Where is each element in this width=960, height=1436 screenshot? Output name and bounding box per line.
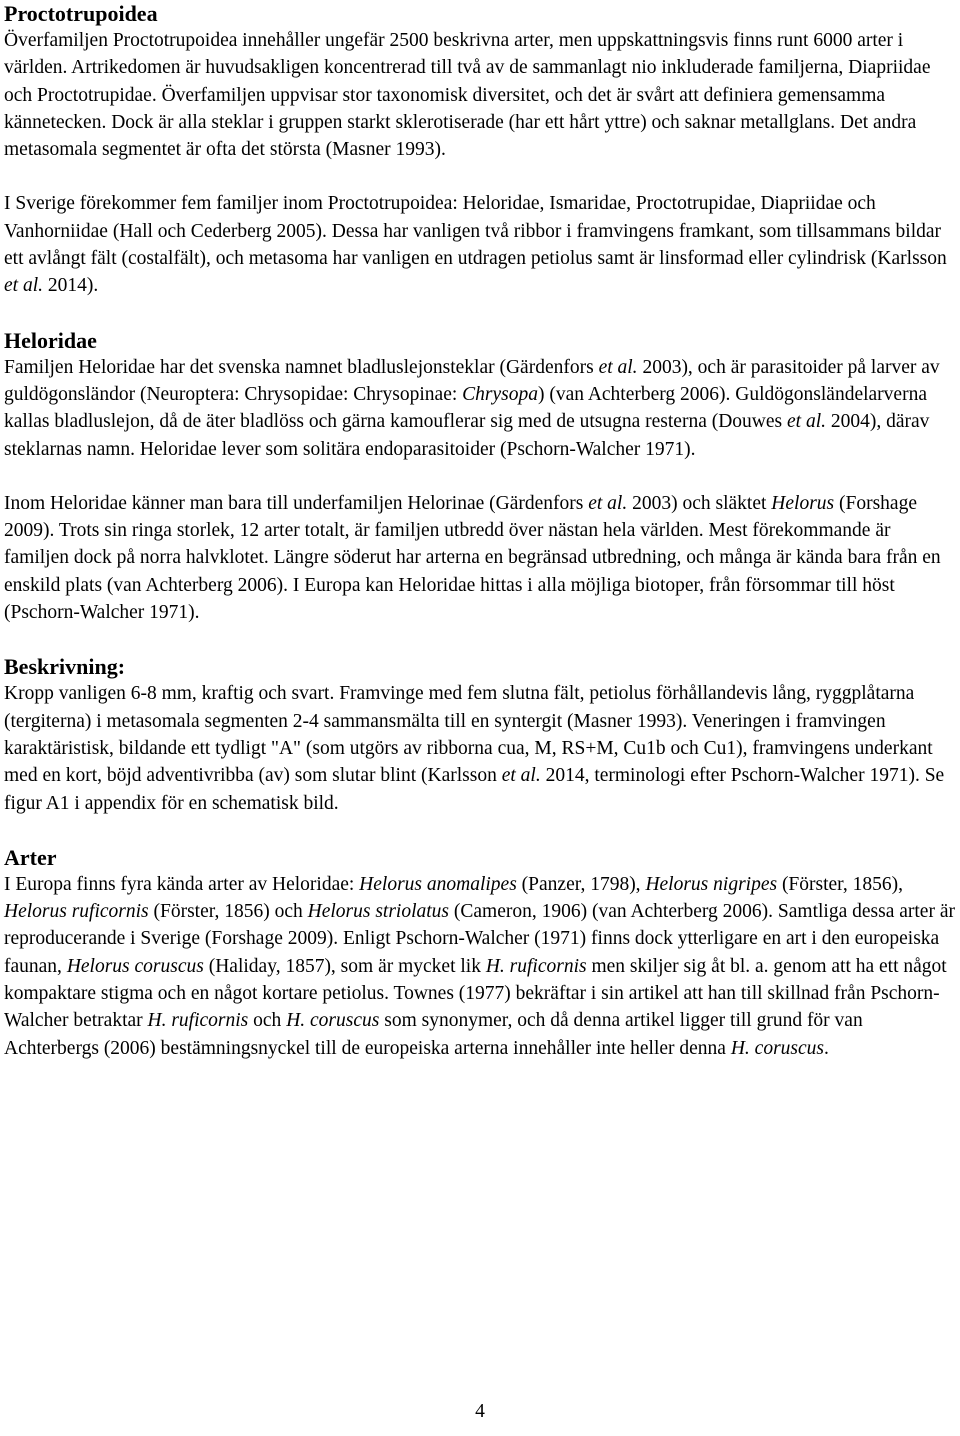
italic-term: et al. <box>787 411 826 433</box>
italic-term: et al. <box>588 492 628 514</box>
italic-term: Helorus <box>771 492 835 514</box>
italic-term: Helorus nigripes <box>645 873 778 895</box>
section-heading: Heloridae <box>4 327 97 353</box>
section-heading: Beskrivning: <box>4 654 126 680</box>
italic-term: Helorus coruscus <box>66 955 204 977</box>
document-body <box>4 0 956 1062</box>
paragraph: Överfamiljen Proctotrupoidea innehåller ungefär 2500 beskrivna arter, men uppskattningsvis finns runt 6000 arter i världen. Artrikedomen är huvudsakligen koncentrerad till två av de sammanlagt nio inkluderade familjerna, Diapriidae och Proctotrupidae. Överfamiljen uppvisar stor taxonomisk diversitet, och det är svårt att definiera gemensamma kännetecken. Dock är alla steklar i gruppen starkt sklerotiserade (har ett hårt yttre) och saknar metallglans. Det andra metasomala segmentet är ofta det största (Masner 1993). <box>4 30 931 161</box>
italic-term: Chrysopa <box>462 383 538 405</box>
paragraph: I Sverige förekommer fem familjer inom Proctotrupoidea: Heloridae, Ismaridae, Proctotrupidae, Diapriidae och Vanhorniidae (Hall och Cederberg 2005). Dessa har vanligen två ribbor i framvingens framkant, som tillsammans bildar ett avlångt fält (costalfält), och metasoma har vanligen en utdragen petiolus samt är linsformad eller cylindrisk (Karlsson et al. 2014). <box>4 193 947 297</box>
page-number: 4 <box>475 1401 485 1422</box>
italic-term: Helorus ruficornis <box>4 901 149 923</box>
section-heading: Proctotrupoidea <box>4 1 158 26</box>
italic-term: H. coruscus <box>286 1010 380 1032</box>
paragraph: Kropp vanligen 6-8 mm, kraftig och svart. Framvinge med fem slutna fält, petiolus förhållandevis lång, ryggplåtarna (tergiterna) i metasomala segmenten 2-4 sammansmälta till en syntergit (Masner 1993). Veneringen i framvingen karaktäristisk, bildande ett tydligt "A" (som utgörs av ribborna cua, M, RS+M, Cu1b och Cu1), framvingens underkant med en kort, böjd adventivribba (av) som slutar blint (Karlsson et al. 2014, terminologi efter Pschorn-Walcher 1971). Se figur A1 i appendix för en schematisk bild. <box>4 683 945 814</box>
italic-term: H. ruficornis <box>485 955 587 977</box>
section-heading: Arter <box>4 844 57 870</box>
italic-term: et al. <box>598 356 638 378</box>
italic-term: H. coruscus <box>730 1037 825 1059</box>
italic-term: et al. <box>4 275 43 297</box>
italic-term: H. ruficornis <box>147 1010 249 1032</box>
paragraph: Familjen Heloridae har det svenska namnet bladluslejonsteklar (Gärdenfors et al. 2003), och är parasitoider på larver av guldögonsländor (Neuroptera: Chrysopidae: Chrysopinae: Chrysopa) (van Achterberg 2006). Guldögonsländelarverna kallas bladluslejon, då de äter bladlöss och gärna kamouflerar sig med de utsugna resterna (Douwes et al. 2004), därav steklarnas namn. Heloridae lever som solitära endoparasitoider (Pschorn-Walcher 1971). <box>4 356 940 460</box>
italic-term: Helorus anomalipes <box>359 873 517 895</box>
italic-term: Helorus striolatus <box>307 901 450 923</box>
paragraph: I Europa finns fyra kända arter av Heloridae: Helorus anomalipes (Panzer, 1798), Helorus nigripes (Förster, 1856), Helorus ruficornis (Förster, 1856) och Helorus striolatus (Cameron, 1906) (van Achterberg 2006). Samtliga dessa arter är reproducerande i Sverige (Forshage 2009). Enligt Pschorn-Walcher (1971) finns dock ytterligare en art i den europeiska faunan, Helorus coruscus (Haliday, 1857), som är mycket lik H. ruficornis men skiljer sig åt bl. a. genom att ha ett något kompaktare stigma och en något kortare petiolus. Townes (1977) bekräftar i sin artikel att han till skillnad från Pschorn-Walcher betraktar H. ruficornis och H. coruscus som synonymer, och då denna artikel ligger till grund för van Achterbergs (2006) bestämningsnyckel till de europeiska arterna innehåller inte heller denna H. coruscus. <box>4 873 955 1059</box>
italic-term: et al. <box>501 765 541 787</box>
paragraph: Inom Heloridae känner man bara till underfamiljen Helorinae (Gärdenfors et al. 2003) och släktet Helorus (Forshage 2009). Trots sin ringa storlek, 12 arter totalt, är familjen utbredd över nästan hela världen. Mest förekommande är familjen dock på norra halvklotet. Längre söderut har arterna en begränsad utbredning, och många är kända bara från en enskild plats (van Achterberg 2006). I Europa kan Heloridae hittas i alla möjliga biotoper, från försommar till höst (Pschorn-Walcher 1971). <box>4 492 941 624</box>
